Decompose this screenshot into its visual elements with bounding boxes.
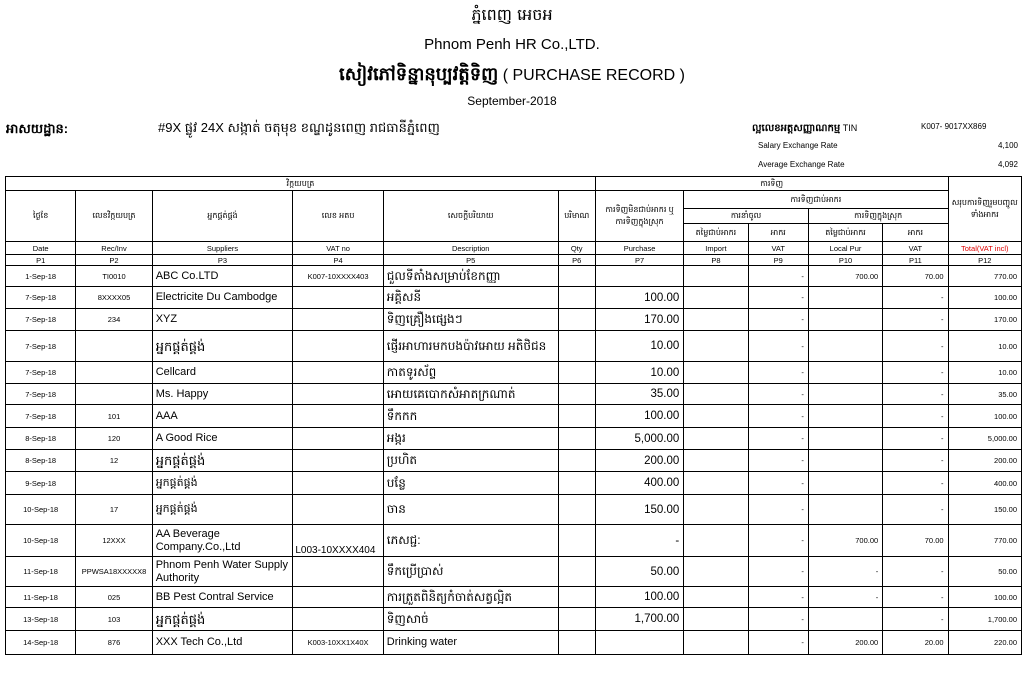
code-row [6,255,1022,266]
column-code: P11 [883,255,948,266]
city-heading: ភ្នំពេញ អេចអ [471,5,553,24]
total-cell: 50.00 [948,557,1021,587]
local-purchase-cell [808,495,882,525]
column-code: P9 [748,255,808,266]
description-cell: ចាន [383,495,558,525]
column-code: P7 [595,255,683,266]
total-cell: 170.00 [948,309,1021,331]
total-cell: 200.00 [948,450,1021,472]
local-vat-header: អាករ [883,224,948,242]
salary-rate-label: Salary Exchange Rate [758,141,838,150]
import-cell [684,428,748,450]
tin-label-english: TIN [842,123,858,133]
qty-cell [558,331,595,362]
purchase-cell: 1,700.00 [595,608,683,631]
import-cell [684,287,748,309]
recinv-cell: TI0010 [76,266,152,287]
local-vat-cell: - [883,587,948,608]
recinv-cell: 025 [76,587,152,608]
import-cell [684,557,748,587]
local-purchase-cell: - [808,557,882,587]
purchase-cell: 50.00 [595,557,683,587]
local-purchase-cell [808,331,882,362]
tin-label-khmer: ល្អលេខអត្តសញ្ញាណកម្ម [752,123,841,134]
recinv-cell: 12XXX [76,525,152,557]
vat-purchase-header: ការទិញជាប់អាករ [684,191,948,209]
table-row [6,631,1022,655]
title-english: ( PURCHASE RECORD ) [502,67,685,84]
import-vat-cell: - [748,450,808,472]
supplier-cell: AA Beverage Company.Co.,Ltd [152,525,293,557]
local-vat-cell: - [883,608,948,631]
column-caption: Purchase [595,242,683,255]
purchase-cell: 5,000.00 [595,428,683,450]
supplier-cell: XYZ [152,309,293,331]
column-caption: Description [383,242,558,255]
purchase-cell: 200.00 [595,450,683,472]
supplier-cell: Phnom Penh Water Supply Authority [152,557,293,587]
table-row [6,309,1022,331]
qty-cell [558,587,595,608]
supplier-cell: អ្នកផ្គត់ផ្គង់ [152,608,293,631]
local-purchase-cell [808,287,882,309]
supplier-cell: A Good Rice [152,428,293,450]
qty-cell [558,405,595,428]
local-purchase-cell [808,405,882,428]
qty-cell [558,287,595,309]
qty-cell [558,428,595,450]
supplier-cell: Ms. Happy [152,384,293,405]
supplier-cell: BB Pest Contral Service [152,587,293,608]
page-title [0,62,1024,89]
recinv-cell: 876 [76,631,152,655]
recinv-cell: 234 [76,309,152,331]
vatno-cell [293,450,383,472]
import-vat-cell: - [748,287,808,309]
date-cell: 10-Sep-18 [6,525,76,557]
import-vat-cell: - [748,331,808,362]
date-cell: 7-Sep-18 [6,384,76,405]
import-cell [684,608,748,631]
date-cell: 1-Sep-18 [6,266,76,287]
date-cell: 10-Sep-18 [6,495,76,525]
total-cell: 770.00 [948,266,1021,287]
local-taxable-header: តម្លៃជាប់អាករ [808,224,882,242]
local-purchase-cell: 200.00 [808,631,882,655]
total-cell: 770.00 [948,525,1021,557]
date-cell: 11-Sep-18 [6,587,76,608]
total-cell: 100.00 [948,287,1021,309]
supplier-cell: អ្នកផ្គត់ផ្គង់ [152,472,293,495]
total-cell: 10.00 [948,331,1021,362]
local-purchase-cell: 700.00 [808,266,882,287]
supplier-header: អ្នកផ្គត់ផ្គង់ [152,191,293,242]
import-vat-header: អាករ [748,224,808,242]
purchase-record-table [5,176,1022,655]
column-caption: VAT [748,242,808,255]
vatno-cell [293,608,383,631]
date-cell: 7-Sep-18 [6,362,76,384]
table-row [6,287,1022,309]
vatno-cell [293,495,383,525]
supplier-cell: អ្នកផ្គត់ផ្គង់ [152,450,293,472]
column-code: P1 [6,255,76,266]
import-cell [684,362,748,384]
column-caption: Qty [558,242,595,255]
total-cell: 35.00 [948,384,1021,405]
vatno-cell [293,472,383,495]
company-name: Phnom Penh HR Co.,LTD. [424,36,600,53]
import-cell [684,405,748,428]
column-code: P3 [152,255,293,266]
qty-cell [558,608,595,631]
description-cell: បន្លែ [383,472,558,495]
vatno-cell [293,405,383,428]
supplier-cell: AAA [152,405,293,428]
local-vat-cell: - [883,450,948,472]
import-vat-cell: - [748,405,808,428]
description-cell: ប្រហិត [383,450,558,472]
import-cell [684,587,748,608]
total-cell: 10.00 [948,362,1021,384]
description-cell: ទិញគ្រឿងផ្សេងៗ [383,309,558,331]
recinv-cell [76,384,152,405]
table-row [6,472,1022,495]
local-purchase-cell [808,428,882,450]
local-purchase-cell [808,608,882,631]
import-vat-cell: - [748,557,808,587]
local-vat-cell: - [883,331,948,362]
vatno-cell: K003-10XX1X40X [293,631,383,655]
date-cell: 7-Sep-18 [6,287,76,309]
local-vat-cell: - [883,495,948,525]
salary-rate-value: 4,100 [997,141,1018,150]
import-cell [684,472,748,495]
date-cell: 7-Sep-18 [6,331,76,362]
total-cell: 150.00 [948,495,1021,525]
import-vat-cell: - [748,608,808,631]
address-value: #9X ផ្លូវ 24X សង្កាត់ ចតុមុខ ខណ្ឌដូនពេញ រាជធានីភ្នំពេញ [158,120,440,135]
import-cell [684,525,748,557]
table-row [6,495,1022,525]
table-row [6,428,1022,450]
local-purchase-cell [808,472,882,495]
purchase-cell: 100.00 [595,587,683,608]
local-header: ការទិញក្នុងស្រុក [808,209,948,224]
column-code: P10 [808,255,882,266]
import-vat-cell: - [748,631,808,655]
local-vat-cell: - [883,557,948,587]
supplier-cell: XXX Tech Co.,Ltd [152,631,293,655]
local-purchase-cell [808,309,882,331]
description-cell: អង្ករ [383,428,558,450]
table-row [6,450,1022,472]
average-rate-value: 4,092 [997,160,1018,169]
report-period: September-2018 [467,94,557,108]
table-row [6,557,1022,587]
purchase-cell: 35.00 [595,384,683,405]
description-cell: អគ្គិសនី [383,287,558,309]
import-taxable-header: តម្លៃជាប់អាករ [684,224,748,242]
supplier-cell: អ្នកផ្គត់ផ្គង់ [152,331,293,362]
supplier-cell: អ្នកផ្គត់ផ្គង់ [152,495,293,525]
average-rate-label: Average Exchange Rate [758,160,845,169]
supplier-cell: Electricite Du Cambodge [152,287,293,309]
purchase-cell: 10.00 [595,331,683,362]
table-row [6,587,1022,608]
import-cell [684,266,748,287]
supplier-cell: Cellcard [152,362,293,384]
recinv-header: លេខវិក្កយបត្រ [76,191,152,242]
recinv-cell: 12 [76,450,152,472]
purchase-header: ការទិញមិនជាប់អាករ ឬ ការទិញក្នុងស្រុក [595,191,683,242]
vatno-cell [293,428,383,450]
description-cell: ជួលទីតាំងសម្រាប់ខែកញ្ញា [383,266,558,287]
total-cell: 1,700.00 [948,608,1021,631]
date-cell: 14-Sep-18 [6,631,76,655]
import-cell [684,495,748,525]
description-cell: ទិញសាច់ [383,608,558,631]
table-row [6,525,1022,557]
recinv-cell: 101 [76,405,152,428]
import-header: ការនាំចូល [684,209,809,224]
column-code: P12 [948,255,1021,266]
purchase-cell: 100.00 [595,287,683,309]
purchase-cell: 170.00 [595,309,683,331]
date-cell: 9-Sep-18 [6,472,76,495]
local-vat-cell: - [883,309,948,331]
recinv-cell: 8XXXX05 [76,287,152,309]
description-cell: ការត្រួតពិនិត្យកំចាត់សត្វល្អិត [383,587,558,608]
local-vat-cell: 70.00 [883,266,948,287]
vatno-header: លេខ អតប [293,191,383,242]
column-caption: Rec/Inv [76,242,152,255]
date-cell: 13-Sep-18 [6,608,76,631]
local-purchase-cell [808,384,882,405]
column-caption: Import [684,242,748,255]
qty-cell [558,495,595,525]
import-vat-cell: - [748,428,808,450]
description-header: សេចក្តីបរិយាយ [383,191,558,242]
vatno-cell: K007-10XXXX403 [293,266,383,287]
date-header: ថ្ងៃខែ [6,191,76,242]
tin-value: K007- 9017XX869 [921,122,987,131]
total-cell: 400.00 [948,472,1021,495]
purchase-cell: 10.00 [595,362,683,384]
qty-cell [558,631,595,655]
date-cell: 8-Sep-18 [6,450,76,472]
description-cell: ទឹកប្រើប្រាស់ [383,557,558,587]
total-group-header: សរុបការទិញរួមបញ្ចូលទាំងអាករ [948,177,1021,242]
total-cell: 100.00 [948,405,1021,428]
import-vat-cell: - [748,266,808,287]
purchase-cell: 150.00 [595,495,683,525]
date-cell: 11-Sep-18 [6,557,76,587]
table-row [6,384,1022,405]
local-purchase-cell [808,450,882,472]
column-code: P8 [684,255,748,266]
import-vat-cell: - [748,525,808,557]
recinv-cell [76,362,152,384]
import-vat-cell: - [748,309,808,331]
qty-cell [558,557,595,587]
description-cell: អោយគេបោកសំអាតក្រណាត់ [383,384,558,405]
import-vat-cell: - [748,587,808,608]
recinv-cell: 17 [76,495,152,525]
purchase-cell: 400.00 [595,472,683,495]
purchase-group-header: ការទិញ [595,177,948,191]
import-vat-cell: - [748,362,808,384]
import-cell [684,384,748,405]
qty-cell [558,525,595,557]
column-caption: Suppliers [152,242,293,255]
description-cell: ទឹកកក [383,405,558,428]
vatno-cell: L003-10XXXX404 [293,525,383,557]
local-vat-cell: 70.00 [883,525,948,557]
purchase-cell [595,266,683,287]
local-vat-cell: - [883,384,948,405]
import-cell [684,631,748,655]
vatno-cell [293,287,383,309]
import-cell [684,331,748,362]
import-vat-cell: - [748,472,808,495]
local-purchase-cell: 700.00 [808,525,882,557]
description-cell: កាតទូរស័ព្ទ [383,362,558,384]
total-cell: 220.00 [948,631,1021,655]
table-row [6,362,1022,384]
local-purchase-cell [808,362,882,384]
title-khmer: សៀវភៅទិន្នានុប្បវត្តិទិញ [339,64,499,84]
local-purchase-cell: - [808,587,882,608]
table-body [6,266,1022,655]
import-vat-cell: - [748,495,808,525]
local-vat-cell: - [883,405,948,428]
column-caption: VAT [883,242,948,255]
supplier-cell: ABC Co.LTD [152,266,293,287]
purchase-cell: - [595,525,683,557]
address-label: អាសយដ្ឋាន: [6,121,69,136]
table-row [6,266,1022,287]
import-cell [684,450,748,472]
qty-cell [558,450,595,472]
total-cell: 5,000.00 [948,428,1021,450]
local-vat-cell: - [883,362,948,384]
description-cell: ភេសជ្ជ: [383,525,558,557]
vatno-cell [293,331,383,362]
column-caption: VAT no [293,242,383,255]
purchase-cell: 100.00 [595,405,683,428]
date-cell: 8-Sep-18 [6,428,76,450]
local-vat-cell: - [883,472,948,495]
column-caption: Local Pur [808,242,882,255]
description-cell: Drinking water [383,631,558,655]
caption-row [6,242,1022,255]
tin-label [752,121,857,136]
qty-cell [558,384,595,405]
column-code: P4 [293,255,383,266]
recinv-cell: PPWSA18XXXXX8 [76,557,152,587]
qty-cell [558,309,595,331]
local-vat-cell: - [883,428,948,450]
recinv-cell: 120 [76,428,152,450]
vatno-cell [293,384,383,405]
table-row [6,405,1022,428]
vatno-cell [293,362,383,384]
column-code: P5 [383,255,558,266]
qty-cell [558,362,595,384]
import-vat-cell: - [748,384,808,405]
vatno-cell [293,587,383,608]
purchase-cell [595,631,683,655]
qty-cell [558,266,595,287]
table-row [6,608,1022,631]
vatno-cell [293,557,383,587]
import-cell [684,309,748,331]
recinv-cell [76,472,152,495]
total-cell: 100.00 [948,587,1021,608]
invoice-group-header: វិក្កយបត្រ [6,177,596,191]
recinv-cell [76,331,152,362]
local-vat-cell: - [883,287,948,309]
vatno-cell [293,309,383,331]
column-caption: Date [6,242,76,255]
description-cell: ផ្ញើរអាហារមកបងប៉ាវអោយ អតិថិជន [383,331,558,362]
local-vat-cell: 20.00 [883,631,948,655]
qty-header: បរិមាណ [558,191,595,242]
date-cell: 7-Sep-18 [6,309,76,331]
column-code: P2 [76,255,152,266]
qty-cell [558,472,595,495]
column-caption: Total(VAT incl) [948,242,1021,255]
recinv-cell: 103 [76,608,152,631]
date-cell: 7-Sep-18 [6,405,76,428]
column-code: P6 [558,255,595,266]
table-row [6,331,1022,362]
